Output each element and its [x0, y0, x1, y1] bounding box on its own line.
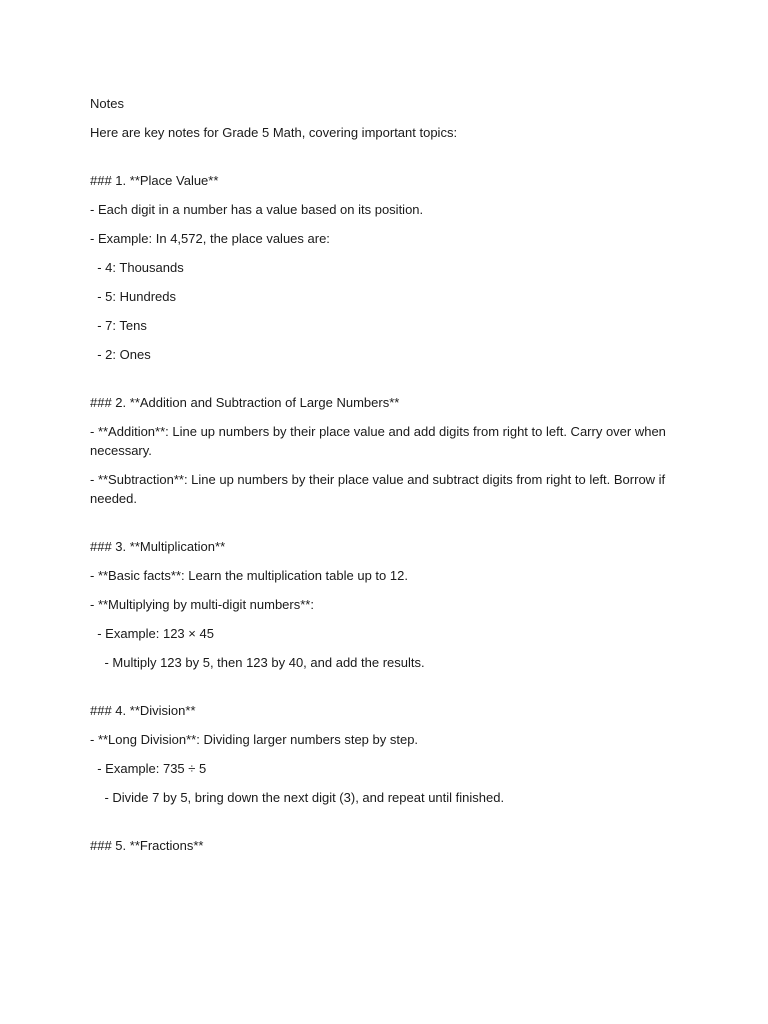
list-item: - Multiply 123 by 5, then 123 by 40, and add the results. — [90, 655, 425, 670]
section-heading-division: ### 4. **Division** — [90, 703, 196, 718]
list-item: - **Subtraction**: Line up numbers by their place value and subtract digits from right to left. Borrow if needed. — [90, 472, 669, 506]
list-item: - **Long Division**: Dividing larger numbers step by step. — [90, 732, 419, 747]
document-body — [90, 94, 680, 855]
list-item: - 5: Hundreds — [90, 289, 176, 304]
list-item: - 2: Ones — [90, 347, 151, 362]
list-item: - Each digit in a number has a value based on its position. — [90, 202, 424, 217]
list-item: - Divide 7 by 5, bring down the next digit (3), and repeat until finished. — [90, 790, 505, 805]
list-item: - **Multiplying by multi-digit numbers**: — [90, 597, 314, 612]
list-item: - **Addition**: Line up numbers by their place value and add digits from right to left. Carry over when necessary. — [90, 424, 670, 458]
list-item: - 7: Tens — [90, 318, 147, 333]
section-heading-place-value: ### 1. **Place Value** — [90, 173, 219, 188]
list-item: - Example: 735 ÷ 5 — [90, 761, 207, 776]
list-item: - 4: Thousands — [90, 260, 184, 275]
list-item: - Example: In 4,572, the place values are: — [90, 231, 330, 246]
section-heading-multiplication: ### 3. **Multiplication** — [90, 539, 226, 554]
document-title: Notes — [90, 96, 124, 111]
section-heading-fractions: ### 5. **Fractions** — [90, 838, 204, 853]
list-item: - **Basic facts**: Learn the multiplication table up to 12. — [90, 568, 408, 583]
intro-paragraph: Here are key notes for Grade 5 Math, covering important topics: — [90, 125, 458, 140]
section-heading-addition-subtraction: ### 2. **Addition and Subtraction of Large Numbers** — [90, 395, 400, 410]
list-item: - Example: 123 × 45 — [90, 626, 214, 641]
